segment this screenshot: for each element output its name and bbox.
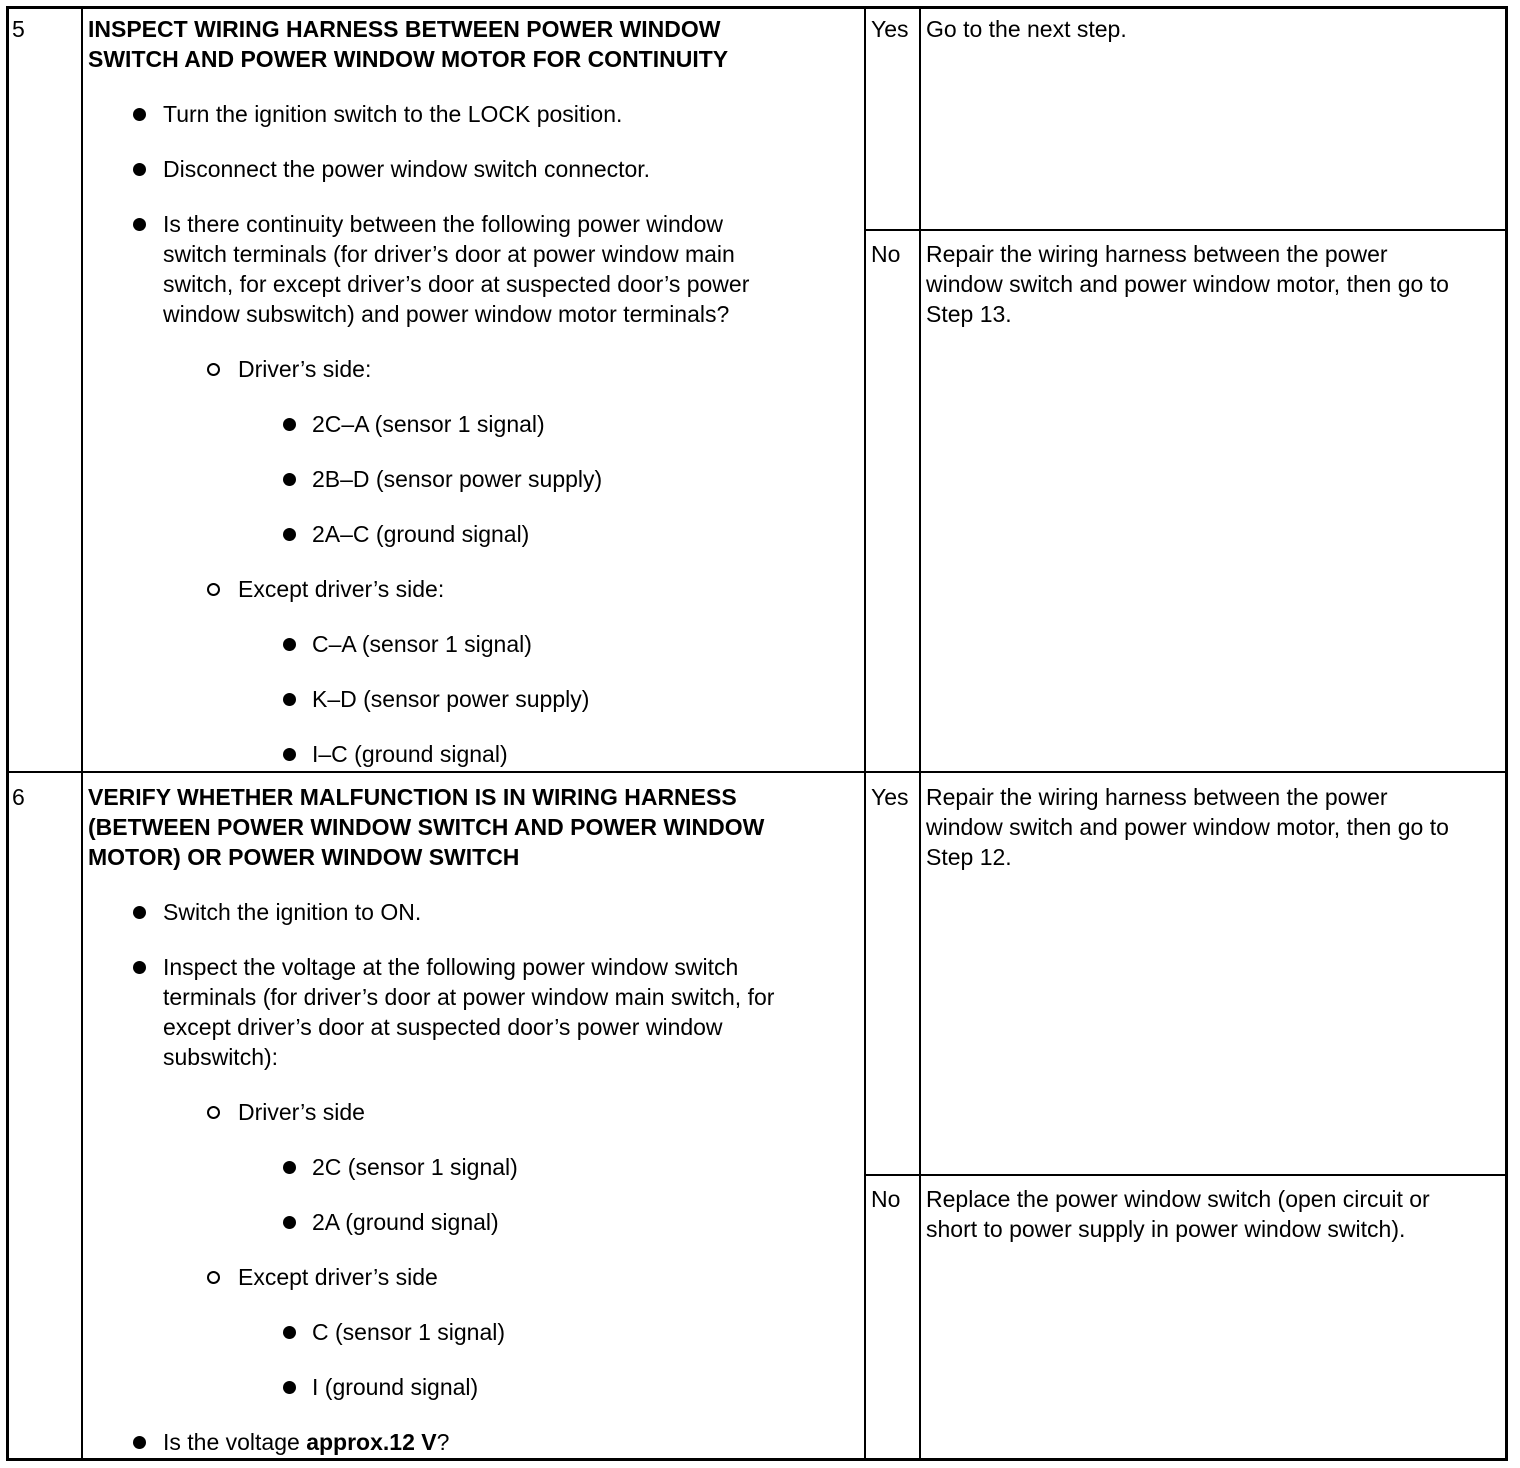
list-item-line: I (ground signal) [312, 1374, 479, 1400]
bullet-ring-icon [207, 1106, 220, 1119]
result-no-label: No [871, 241, 901, 267]
step-number: 6 [12, 784, 25, 810]
bullet-dot-icon [133, 108, 146, 121]
bullet-dot-icon [283, 528, 296, 541]
column-separator-step [81, 6, 83, 1461]
list-item-line: Switch the ignition to ON. [163, 899, 422, 925]
table-border-top [6, 6, 1508, 9]
list-item-line: Driver’s side: [238, 356, 372, 382]
list-item-line: Disconnect the power window switch connector. [163, 156, 651, 182]
result-no-label: No [871, 1186, 901, 1212]
table-border-bottom [6, 1458, 1508, 1461]
table-border-right [1505, 6, 1508, 1461]
result-yes-label: Yes [871, 16, 909, 42]
bullet-dot-icon [283, 1161, 296, 1174]
bullet-dot-icon [283, 1216, 296, 1229]
yes-action-line: window switch and power window motor, then go to [926, 814, 1449, 840]
list-item-line: subswitch): [163, 1044, 279, 1070]
bullet-dot-icon [283, 1326, 296, 1339]
yes-action-line: Go to the next step. [926, 16, 1127, 42]
list-item-text: Is the voltage [163, 1429, 307, 1455]
bullet-ring-icon [207, 583, 220, 596]
bullet-dot-icon [283, 638, 296, 651]
bullet-dot-icon [133, 1436, 146, 1449]
list-item-suffix: ? [436, 1429, 450, 1455]
row-separator-steps [6, 771, 1508, 773]
list-item-line: 2C (sensor 1 signal) [312, 1154, 518, 1180]
bullet-dot-icon [133, 906, 146, 919]
no-action-line: window switch and power window motor, then go to [926, 271, 1449, 297]
bullet-ring-icon [207, 363, 220, 376]
bullet-dot-icon [133, 163, 146, 176]
no-action-line: Step 13. [926, 301, 1012, 327]
row-separator-step5-yes-no [864, 229, 1508, 231]
list-item-line: terminals (for driver’s door at power window main switch, for [163, 984, 775, 1010]
list-item-line: Inspect the voltage at the following power window switch [163, 954, 739, 980]
result-yes-label: Yes [871, 784, 909, 810]
bullet-ring-icon [207, 1271, 220, 1284]
list-item-line: Except driver’s side: [238, 576, 445, 602]
no-action-line: Replace the power window switch (open circuit or [926, 1186, 1430, 1212]
bullet-dot-icon [283, 693, 296, 706]
list-item-line: Driver’s side [238, 1099, 365, 1125]
list-item-line: Turn the ignition switch to the LOCK position. [163, 101, 623, 127]
step-title-line: SWITCH AND POWER WINDOW MOTOR FOR CONTINUITY [88, 46, 729, 72]
list-item-line: I–C (ground signal) [312, 741, 508, 767]
voltage-spec: approx.12 V [306, 1429, 437, 1455]
list-item-line: Is there continuity between the following power window [163, 211, 723, 237]
list-item-line: 2A (ground signal) [312, 1209, 499, 1235]
list-item-line: switch, for except driver’s door at suspected door’s power [163, 271, 750, 297]
bullet-dot-icon [283, 1381, 296, 1394]
list-item-line: except driver’s door at suspected door’s power window [163, 1014, 723, 1040]
step-title-line: (BETWEEN POWER WINDOW SWITCH AND POWER WINDOW [88, 814, 765, 840]
bullet-dot-icon [283, 418, 296, 431]
step-number: 5 [12, 16, 25, 42]
bullet-dot-icon [283, 748, 296, 761]
yes-action-line: Step 12. [926, 844, 1012, 870]
bullet-dot-icon [133, 961, 146, 974]
column-separator-action [864, 6, 866, 1461]
table-border-left [6, 6, 9, 1461]
bullet-dot-icon [133, 218, 146, 231]
list-item-line [163, 1427, 449, 1457]
list-item-line: K–D (sensor power supply) [312, 686, 590, 712]
bullet-dot-icon [283, 473, 296, 486]
no-action-line: Repair the wiring harness between the power [926, 241, 1388, 267]
step-title-line: VERIFY WHETHER MALFUNCTION IS IN WIRING HARNESS [88, 784, 737, 810]
yes-action-line: Repair the wiring harness between the power [926, 784, 1388, 810]
list-item-line: 2A–C (ground signal) [312, 521, 530, 547]
no-action-line: short to power supply in power window switch). [926, 1216, 1406, 1242]
column-separator-result [919, 6, 921, 1461]
list-item-line: Except driver’s side [238, 1264, 438, 1290]
step-title-line: INSPECT WIRING HARNESS BETWEEN POWER WINDOW [88, 16, 721, 42]
list-item-line: switch terminals (for driver’s door at power window main [163, 241, 735, 267]
row-separator-step6-yes-no [864, 1174, 1508, 1176]
list-item-line: C–A (sensor 1 signal) [312, 631, 532, 657]
list-item-line: 2C–A (sensor 1 signal) [312, 411, 545, 437]
step-title-line: MOTOR) OR POWER WINDOW SWITCH [88, 844, 520, 870]
list-item-line: window subswitch) and power window motor terminals? [163, 301, 730, 327]
list-item-line: 2B–D (sensor power supply) [312, 466, 603, 492]
list-item-line: C (sensor 1 signal) [312, 1319, 506, 1345]
